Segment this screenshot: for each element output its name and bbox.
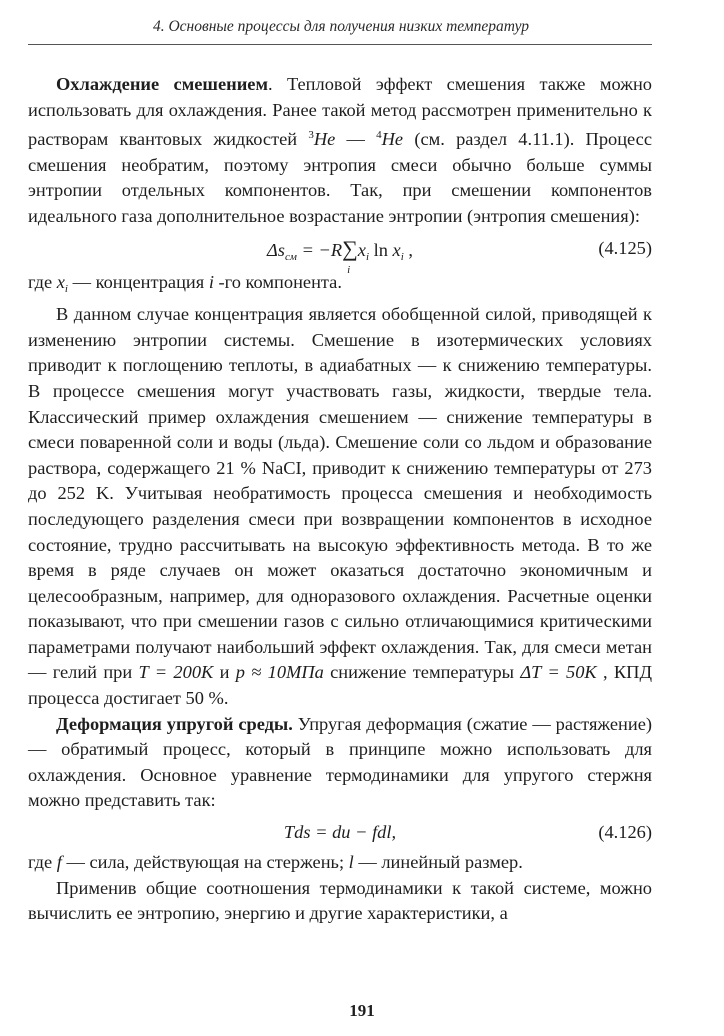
equation-expression (28, 235, 652, 276)
equation-part: ln (369, 239, 393, 260)
helium-symbol: He (313, 129, 336, 150)
subscript: i (64, 282, 68, 295)
math-var: l (348, 852, 354, 873)
equation-number: (4.125) (598, 237, 652, 258)
text: -го компонента. (213, 271, 342, 292)
equation-expression: Tds = du − fdl, (283, 822, 397, 843)
paragraph-text: Применив общие соотношения термодинамики к такой системе, можно вычислить ее энтропию, энергию и другие характеристики, а (28, 877, 652, 924)
equation-4-126 (28, 814, 652, 850)
section-title-mixing: Охлаждение смешением (56, 74, 268, 94)
equation-4-125 (28, 230, 652, 276)
paragraph-text: снижение температуры (323, 662, 521, 683)
math-var: f (56, 852, 62, 873)
subscript: i (347, 263, 351, 276)
math-var: i (208, 271, 214, 292)
math-inline: T = 200K (138, 662, 214, 683)
equation-part: = −R (296, 239, 343, 260)
equation-lhs: Δs (267, 239, 285, 260)
paragraph-concentration (28, 302, 652, 712)
text: — сила, действующая на стержень; (61, 852, 349, 873)
text: — концентрация (67, 271, 209, 292)
text: где (28, 852, 57, 873)
equation-part: , (403, 239, 413, 260)
paragraph-text: . Тепловой эффект смешения также можно использовать для охлаждения. Ранее такой метод рассмотрен применительно к растворам квантовых жидкостей (28, 74, 652, 150)
page-body (28, 72, 652, 927)
equation-number: (4.126) (598, 822, 652, 843)
page-number: 191 (349, 1001, 375, 1020)
isotope-number: 3 (308, 129, 314, 142)
subscript: i (365, 250, 370, 263)
math-inline: p ≈ 10МПа (235, 662, 324, 683)
paragraph-text: В данном случае концентрация является обобщенной силой, приводящей к изменению энтропии системы. Смешение в изотермических условиях приводит к поглощению теплоты, в адиабатных — к снижению температуры. В процессе смешения могут участвовать газы, жидкости, твердые тела. Классический пример охлаждения смешением — снижение температуры в смеси поваренной соли и воды (льда). Смешение соли со льдом и образование раствора, содержащего 21 % NaCI, приводит к снижению температуры от 273 до 252 K. Учитывая необратимость процесса смешения и необходимость последующего разделения смеси при возвращении компонентов в исходное состояние, трудно рассчитывать на высокую эффективность метода. В то же время в ряде случаев он может оказаться достаточно экономичным и целесообразным, например, для одноразового охлаждения. Расчетные оценки показывают, что при смешении газов с сильно отличающимися критическими параметрами получают наибольший эффект охлаждения. Так, для смеси метан — гелий при (28, 304, 652, 683)
dash: — (335, 129, 377, 150)
subscript: см (284, 250, 297, 263)
math-inline: ΔT = 50K (520, 662, 597, 683)
definition-f-l (28, 850, 652, 876)
paragraph-text: Упругая деформация (сжатие — растяжение) — обратимый процесс, который в принципе можно использовать для охлаждения. Основное уравнение термодинамики для упругого стержня можно представить так: (28, 713, 652, 811)
equation-part: x (357, 239, 366, 260)
helium-symbol: He (381, 129, 404, 150)
header-rule (28, 44, 652, 45)
math-var: x (56, 271, 65, 292)
paragraph-mixing-cooling (28, 72, 652, 230)
section-title-deformation: Деформация упругой среды. (56, 713, 293, 734)
paragraph-text: , КПД процесса достигает 50 %. (28, 662, 653, 709)
definition-xi (28, 270, 652, 303)
subscript: i (400, 250, 404, 263)
paragraph-elastic-deformation (28, 712, 652, 814)
isotope-number: 4 (376, 129, 382, 142)
text: — линейный размер. (353, 852, 523, 873)
paragraph-applying-relations (28, 876, 652, 927)
running-header: 4. Основные процессы для получения низких температур (152, 18, 530, 35)
text: где (28, 271, 57, 292)
sigma-glyph: ∑ (342, 235, 358, 261)
equation-part: x (392, 239, 401, 260)
paragraph-text: (см. раздел 4.11.1). Процесс смешения необратим, поэтому энтропия смеси обычно больше суммы энтропии отдельных компонентов. Так, при смешении компонентов идеального газа дополнительное возрастание энтропии (энтропия смешения): (28, 129, 652, 226)
sum-symbol (342, 235, 358, 276)
paragraph-text: и (213, 662, 236, 683)
